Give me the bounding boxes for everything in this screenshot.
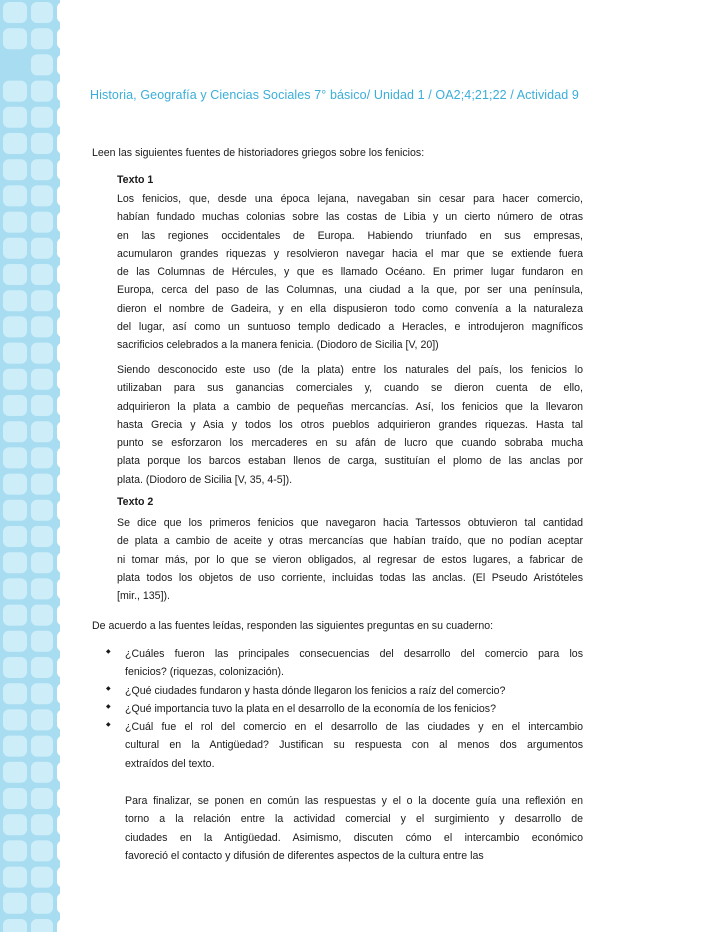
text-line: sacrificios celebrados a la manera fenicia. (Diodoro de Sicilia [V, 20]) [117, 339, 439, 352]
text-line: de las Columnas de Hércules, y que es llamado Océano. En primer lugar fundaron en [117, 266, 583, 279]
decorative-side-strip [0, 0, 72, 932]
closing-paragraph [125, 792, 583, 865]
text-line: fenicios? (riquezas, colonización). [125, 666, 284, 679]
text-line: cultural en la Antigüedad? Justifican su respuesta con al menos dos argumentos [125, 739, 583, 752]
text-line: ¿Cuáles fueron las principales consecuencias del desarrollo del comercio para los [125, 648, 583, 660]
texto2-label: Texto 2 [117, 496, 154, 508]
text-line: de plata a cambio de aceite y otras mercancías que habían traído, que no podían aceptar [117, 535, 583, 548]
text-line: hasta Grecia y Asia y todos los otros pueblos adquirieron grandes riquezas. Hasta tal [117, 418, 583, 431]
questions-intro: De acuerdo a las fuentes leídas, responden las siguientes preguntas en su cuaderno: [92, 620, 494, 632]
text-line: punto se esforzaron los mercaderes en su afán de lucro que cuando sobraba mucha [117, 437, 583, 450]
text-line: Europa, cerca del paso de las Columnas, una ciudad a la que, por ser una península, [117, 284, 583, 297]
text-line: torno a la relación entre la actividad comercial y el surgimiento y desarrollo de [125, 813, 583, 826]
text-line: [mir., 135]). [117, 590, 170, 603]
page-header: Historia, Geografía y Ciencias Sociales 7° básico/ Unidad 1 / OA2;4;21;22 / Actividad 9 [90, 88, 579, 102]
bullet-icon: ◆ [106, 649, 111, 655]
text-line: ni tomar más, por lo que se vieron obligados, al regresar de estos lugares, a fabricar de [117, 553, 583, 566]
question-item [125, 718, 583, 773]
text-line: ciudades en la Antigüedad. Asimismo, discuten cómo el intercambio económico [125, 831, 583, 844]
text-line: favoreció el contacto y difusión de diferentes aspectos de la cultura entre las [125, 849, 484, 862]
texto1-label: Texto 1 [117, 174, 154, 186]
question-item [125, 682, 583, 700]
text-line: ¿Cuál fue el rol del comercio en el desarrollo de las ciudades y en el intercambio [125, 721, 583, 734]
texto2-paragraph [117, 514, 583, 605]
text-line: adquirieron la plata a cambio de pequeñas mercancías. Así, los fenicios que la llevaron [117, 400, 583, 413]
text-line: habían fundado muchas colonias sobre las costas de Libia y un cierto número de otras [117, 211, 583, 224]
text-line: en las regiones occidentales de Europa. Habiendo triunfado en sus empresas, [117, 229, 583, 242]
text-line: ¿Qué importancia tuvo la plata en el desarrollo de la economía de los fenicios? [125, 702, 496, 715]
text-line: Para finalizar, se ponen en común las respuestas y el o la docente guía una reflexión en [125, 795, 583, 807]
question-item [125, 700, 583, 718]
text-line: extraídos del texto. [125, 757, 215, 770]
bullet-icon: ◆ [106, 703, 111, 710]
texto1-paragraph1 [117, 190, 583, 355]
text-line: acumularon grandes riquezas y resolvieron navegar hacia el mar que se extiende fuera [117, 247, 583, 260]
bullet-icon: ◆ [106, 722, 111, 729]
text-line: plata porque los barcos estaban llenos de carga, sustituían el plomo de las anclas por [117, 455, 583, 468]
text-line: Se dice que los primeros fenicios que navegaron hacia Tartessos obtuvieron tal cantidad [117, 517, 583, 529]
text-line: utilizaban para sus ganancias comerciales y, cuando se dieron cuenta de ello, [117, 382, 583, 395]
intro-text: Leen las siguientes fuentes de historiadores griegos sobre los fenicios: [92, 147, 425, 159]
text-line: dieron el nombre de Gadeira, y en ella dispusieron todo como convenía a la naturaleza [117, 302, 583, 315]
text-line: ¿Qué ciudades fundaron y hasta dónde llegaron los fenicios a raíz del comercio? [125, 684, 506, 697]
question-item [125, 645, 583, 682]
text-line: Los fenicios, que, desde una época lejana, navegaban sin cesar para hacer comercio, [117, 193, 583, 205]
text-line: plata todos los objetos de uso corriente, incluidas todas las anclas. (El Pseudo Aristóteles [117, 571, 583, 584]
text-line: Siendo desconocido este uso (de la plata) entre los naturales del país, los fenicios lo [117, 364, 583, 376]
bullet-icon: ◆ [106, 685, 111, 692]
text-line: del lugar, así como un suntuoso templo dedicado a Heracles, e introdujeron magníficos [117, 321, 583, 334]
text-line: plata. (Diodoro de Sicilia [V, 35, 4-5]). [117, 473, 293, 486]
texto1-paragraph2 [117, 361, 583, 489]
